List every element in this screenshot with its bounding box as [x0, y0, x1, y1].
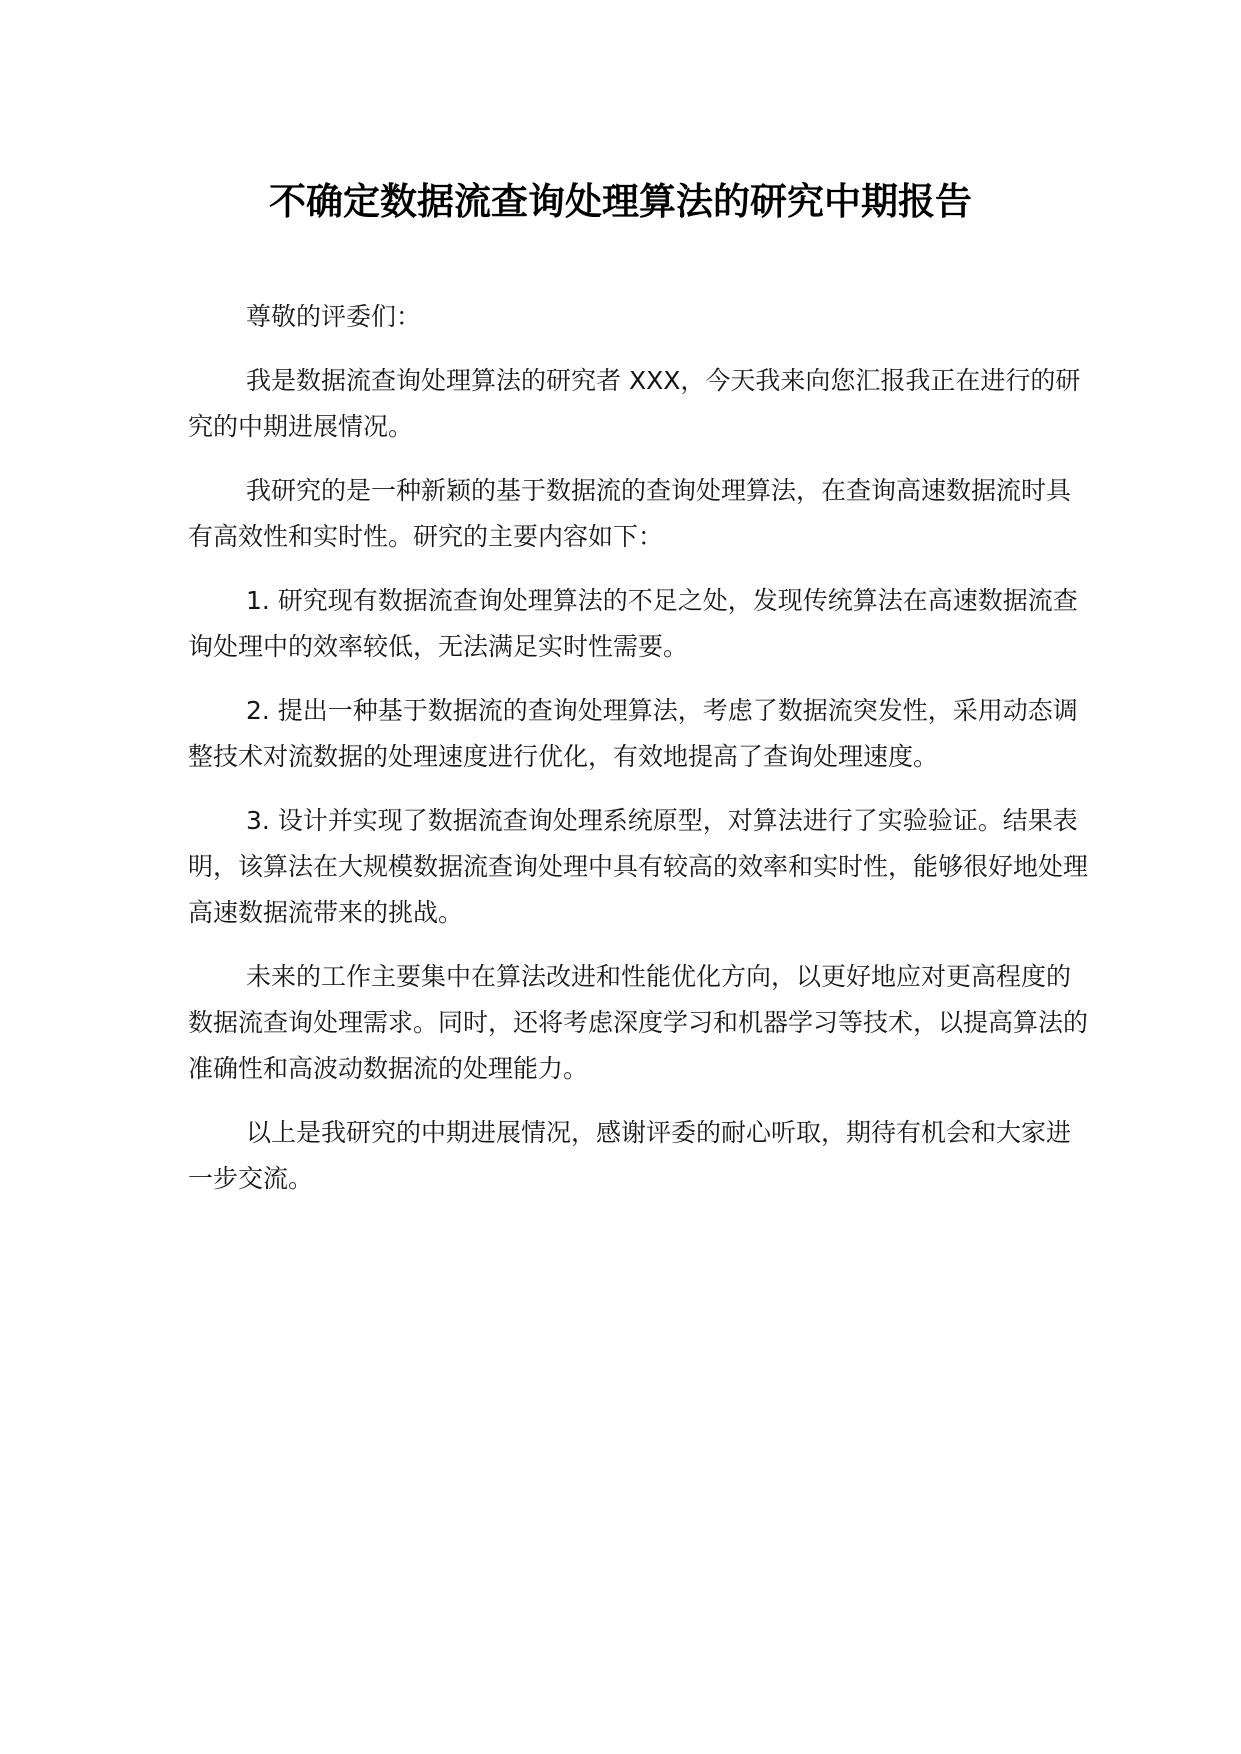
- salutation: 尊敬的评委们：: [246, 302, 422, 331]
- paragraph-point-3: 3. 设计并实现了数据流查询处理系统原型，对算法进行了实验验证。结果表明，该算法在大规模数据流查询处理中具有较高的效率和实时性，能够很好地处理高速数据流带来的挑战。: [188, 806, 1089, 927]
- paragraph-future-work: 未来的工作主要集中在算法改进和性能优化方向，以更好地应对更高程度的数据流查询处理需求。同时，还将考虑深度学习和机器学习等技术，以提高算法的准确性和高波动数据流的处理能力。: [188, 962, 1089, 1083]
- paragraph-point-1: 1. 研究现有数据流查询处理算法的不足之处，发现传统算法在高速数据流查询处理中的效率较低，无法满足实时性需要。: [188, 586, 1078, 661]
- paragraph-research-overview: 我研究的是一种新颖的基于数据流的查询处理算法，在查询高速数据流时具有高效性和实时性。研究的主要内容如下：: [188, 476, 1072, 551]
- document-body: [188, 294, 1088, 1220]
- paragraph-point-2: 2. 提出一种基于数据流的查询处理算法，考虑了数据流突发性，采用动态调整技术对流数据的处理速度进行优化，有效地提高了查询处理速度。: [188, 696, 1078, 771]
- paragraph-closing: 以上是我研究的中期进展情况，感谢评委的耐心听取，期待有机会和大家进一步交流。: [188, 1118, 1072, 1193]
- document-title: 不确定数据流查询处理算法的研究中期报告: [269, 180, 972, 223]
- paragraph-intro: 我是数据流查询处理算法的研究者 XXX，今天我来向您汇报我正在进行的研究的中期进展情况。: [188, 366, 1081, 441]
